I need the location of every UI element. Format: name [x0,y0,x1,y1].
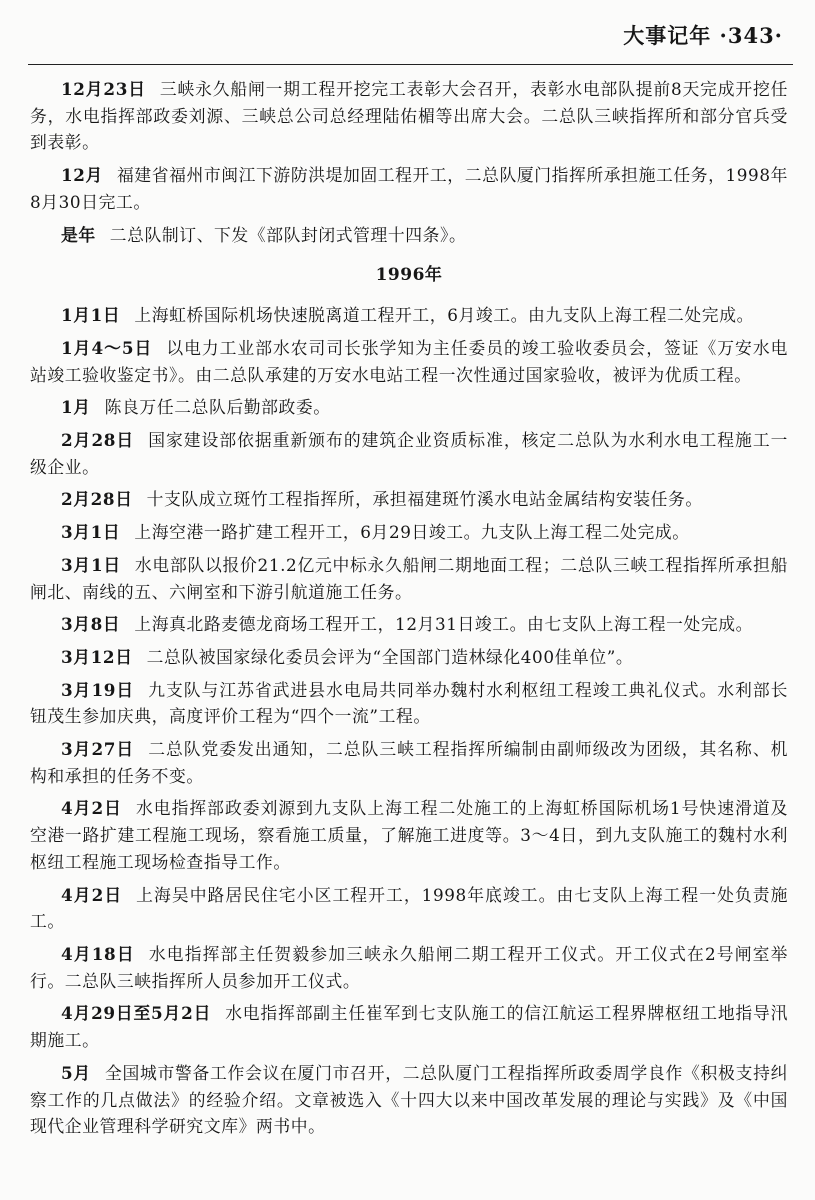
chronicle-entry [30,1000,788,1053]
entry-date: 5月 [61,1062,91,1083]
entry-text: 水电指挥部政委刘源到九支队上海工程二处施工的上海虹桥国际机场1号快速滑道及空港一路扩建工程施工现场，察看施工质量，了解施工进度等。3～4日，到九支队施工的魏村水利枢纽工程施工现场检查指导工作。 [30,798,788,872]
entry-date: 4月2日 [61,798,122,819]
chronicle-entry [30,394,788,421]
entry-date: 3月1日 [61,554,121,575]
chronicle-entry [30,644,788,671]
running-header: 大事记年 ·343· [623,23,783,48]
entry-text: 三峡永久船闸一期工程开挖完工表彰大会召开，表彰水电部队提前8天完成开挖任务，水电指挥部政委刘源、三峡总公司总经理陆佑楣等出席大会。二总队三峡指挥所和部分官兵受到表彰。 [30,79,788,153]
chronicle-entry [30,1060,788,1140]
entry-text: 国家建设部依据重新颁布的建筑企业资质标准，核定二总队为水利水电工程施工一级企业。 [30,430,788,477]
chronicle-entry [30,519,788,546]
entry-date: 4月18日 [61,943,135,964]
entry-date: 4月2日 [61,884,123,905]
chronicle-entry [30,162,788,215]
entries-1996 [30,302,788,1140]
entry-text: 上海吴中路居民住宅小区工程开工，1998年底竣工。由七支队上海工程一处负责施工。 [30,884,788,932]
header-rule [28,64,793,65]
entry-date: 12月23日 [61,79,146,99]
entry-date: 是年 [61,224,96,245]
entry-date: 1月1日 [61,305,121,326]
chronicle-entry [30,486,788,513]
chronicle-entry [30,222,788,249]
entry-text: 上海真北路麦德龙商场工程开工，12月31日竣工。由七支队上海工程一处完成。 [134,614,754,635]
chronicle-entry [30,677,788,730]
entries-1995 [30,76,788,248]
chronicle-entry [30,76,788,156]
chronicle-entry [30,941,788,994]
chronicle-entry [30,335,788,388]
entry-text: 水电部队以报价21.2亿元中标永久船闸二期地面工程；二总队三峡工程指挥所承担船闸北、南线的五、六闸室和下游引航道施工任务。 [30,554,788,602]
entry-date: 12月 [61,165,103,186]
chronicle-entry [30,611,788,638]
chronicle-entry [30,302,788,329]
entry-date: 1月 [61,397,91,418]
entry-text: 二总队被国家绿化委员会评为“全国部门造林绿化400佳单位”。 [146,646,634,667]
entry-date: 4月29日至5月2日 [61,1003,212,1024]
entry-text: 水电指挥部副主任崔军到七支队施工的信江航运工程界牌枢纽工地指导汛期施工。 [30,1003,788,1051]
entry-text: 十支队成立斑竹工程指挥所，承担福建斑竹溪水电站金属结构安装任务。 [146,489,703,510]
entry-text: 陈良万任二总队后勤部政委。 [104,397,331,418]
entry-text: 上海空港一路扩建工程开工，6月29日竣工。九支队上海工程二处完成。 [134,522,690,543]
entry-date: 3月12日 [61,646,133,667]
entry-date: 3月27日 [61,739,135,760]
entry-text: 上海虹桥国际机场快速脱离道工程开工，6月竣工。由九支队上海工程二处完成。 [134,305,754,326]
year-heading: 1996年 [375,265,443,286]
entry-text: 二总队党委发出通知，二总队三峡工程指挥所编制由副师级改为团级，其名称、机构和承担的任务不变。 [30,739,788,786]
chronicle-entry [30,736,788,789]
entry-date: 2月28日 [61,430,135,451]
entry-date: 3月8日 [61,614,121,635]
entry-text: 水电指挥部主任贺毅参加三峡永久船闸二期工程开工仪式。开工仪式在2号闸室举行。二总队三峡指挥所人员参加开工仪式。 [30,943,788,991]
chronicle-entry [30,882,788,935]
entry-text: 二总队制订、下发《部队封闭式管理十四条》。 [109,224,467,245]
entry-date: 3月19日 [61,679,135,700]
page-body [30,76,788,1146]
chronicle-entry [30,427,788,480]
entry-text: 以电力工业部水农司司长张学知为主任委员的竣工验收委员会，签证《万安水电站竣工验收鉴定书》。由二总队承建的万安水电站工程一次性通过国家验收，被评为优质工程。 [30,337,788,385]
entry-text: 九支队与江苏省武进县水电局共同举办魏村水利枢纽工程竣工典礼仪式。水利部长钮茂生参加庆典，高度评价工程为“四个一流”工程。 [30,679,788,727]
entry-date: 3月1日 [61,522,121,543]
chronicle-entry [30,552,788,605]
entry-text: 全国城市警备工作会议在厦门市召开，二总队厦门工程指挥所政委周学良作《积极支持纠察工作的几点做法》的经验介绍。文章被选入《十四大以来中国改革发展的理论与实践》及《中国现代企业管理科学研究文库》两书中。 [30,1062,788,1137]
entry-text: 福建省福州市闽江下游防洪堤加固工程开工，二总队厦门指挥所承担施工任务，1998年8月30日完工。 [30,165,788,212]
chronicle-entry [30,795,788,875]
entry-date: 1月4～5日 [61,337,153,358]
entry-date: 2月28日 [61,489,133,510]
